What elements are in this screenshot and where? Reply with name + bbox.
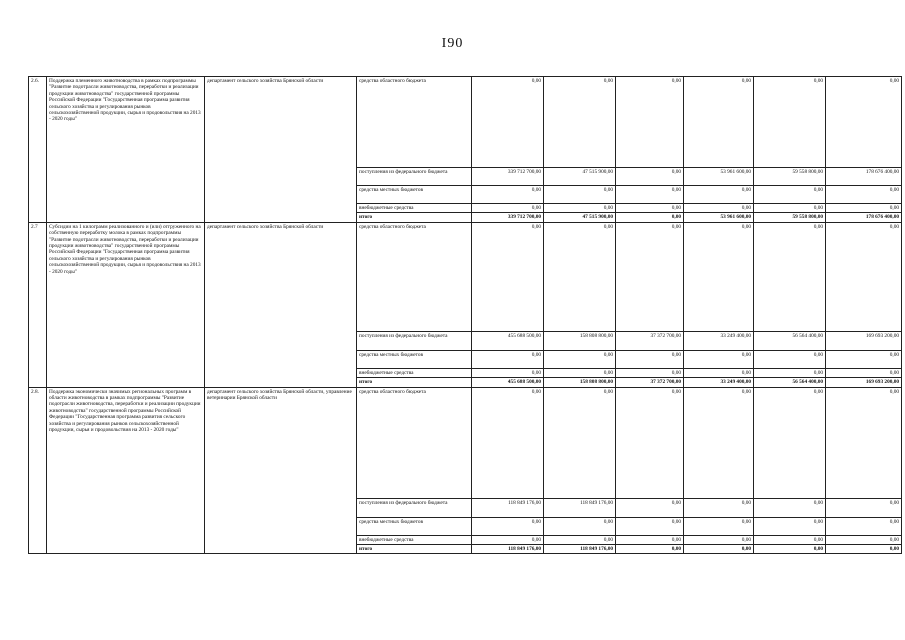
amount-cell: 339 712 700,00 <box>472 213 544 222</box>
funding-source: средства местных бюджетов <box>357 350 472 368</box>
amount-cell: 0,00 <box>544 517 616 535</box>
funding-source: поступления из федерального бюджета <box>357 331 472 350</box>
amount-cell: 158 808 800,00 <box>544 331 616 350</box>
amount-cell: 56 564 400,00 <box>754 331 826 350</box>
amount-cell: 339 712 700,00 <box>472 168 544 186</box>
amount-cell: 0,00 <box>616 168 684 186</box>
amount-cell: 0,00 <box>684 535 754 544</box>
table-body <box>29 77 902 554</box>
amount-cell: 0,00 <box>544 350 616 368</box>
amount-cell: 0,00 <box>826 222 902 331</box>
amount-cell: 0,00 <box>472 387 544 498</box>
amount-cell: 0,00 <box>754 204 826 213</box>
amount-cell: 0,00 <box>684 222 754 331</box>
amount-cell: 0,00 <box>472 222 544 331</box>
measure-description: Поддержка племенного животноводства в рамках подпрограммы "Развитие подотрасли животноводства, переработки и реализации продукции животноводства" государственной программы Российской Федерации "Государственная программа развития сельского хозяйства и регулирования рынков сельскохозяйственной продукции, сырья и продовольствия на 2013 - 2020 годы" <box>47 77 205 223</box>
row-index: 2.7 <box>29 222 47 387</box>
amount-cell: 0,00 <box>684 517 754 535</box>
amount-cell: 455 688 500,00 <box>472 331 544 350</box>
funding-source: средства областного бюджета <box>357 222 472 331</box>
amount-cell: 0,00 <box>472 350 544 368</box>
table-row <box>29 222 902 331</box>
amount-cell: 0,00 <box>616 387 684 498</box>
amount-cell: 0,00 <box>754 77 826 168</box>
amount-cell: 0,00 <box>544 222 616 331</box>
funding-source: итого <box>357 545 472 554</box>
funding-source: итого <box>357 378 472 387</box>
amount-cell: 0,00 <box>472 535 544 544</box>
amount-cell: 0,00 <box>616 545 684 554</box>
amount-cell: 37 372 700,00 <box>616 378 684 387</box>
amount-cell: 118 849 176,00 <box>472 498 544 517</box>
amount-cell: 59 558 800,00 <box>754 168 826 186</box>
amount-cell: 0,00 <box>684 186 754 204</box>
amount-cell: 0,00 <box>616 368 684 377</box>
amount-cell: 0,00 <box>754 186 826 204</box>
amount-cell: 0,00 <box>754 517 826 535</box>
amount-cell: 0,00 <box>754 387 826 498</box>
amount-cell: 0,00 <box>616 350 684 368</box>
amount-cell: 0,00 <box>544 77 616 168</box>
funding-source: средства местных бюджетов <box>357 517 472 535</box>
amount-cell: 0,00 <box>684 387 754 498</box>
amount-cell: 0,00 <box>472 368 544 377</box>
amount-cell: 37 372 700,00 <box>616 331 684 350</box>
amount-cell: 0,00 <box>826 387 902 498</box>
amount-cell: 0,00 <box>684 368 754 377</box>
amount-cell: 0,00 <box>754 535 826 544</box>
funding-source: внебюджетные средства <box>357 535 472 544</box>
amount-cell: 0,00 <box>754 222 826 331</box>
executor: департамент сельского хозяйства Брянской области, управление ветеринарии Брянской области <box>205 387 357 554</box>
row-index: 2.6. <box>29 77 47 223</box>
amount-cell: 0,00 <box>544 186 616 204</box>
amount-cell: 0,00 <box>616 213 684 222</box>
amount-cell: 0,00 <box>684 545 754 554</box>
amount-cell: 118 849 176,00 <box>544 545 616 554</box>
amount-cell: 0,00 <box>754 498 826 517</box>
amount-cell: 0,00 <box>616 498 684 517</box>
measure-description: Субсидии на 1 килограмм реализованного и (или) отгруженного на собственную переработку молока в рамках подпрограммы "Развитие подотрасли животноводства, переработки и реализации продукции животноводства" государственной программы Российской Федерации "Государственная программа развития сельского хозяйства и регулирования рынков сельскохозяйственной продукции, сырья и продовольствия на 2013 - 2020 годы" <box>47 222 205 387</box>
executor: департамент сельского хозяйства Брянской области <box>205 222 357 387</box>
funding-source: поступления из федерального бюджета <box>357 168 472 186</box>
amount-cell: 0,00 <box>754 368 826 377</box>
amount-cell: 59 558 800,00 <box>754 213 826 222</box>
row-index: 2.8. <box>29 387 47 554</box>
amount-cell: 0,00 <box>826 535 902 544</box>
measure-description: Поддержка экономически значимых региональных программ в области животноводства в рамках подпрограммы "Развитие подотрасли животноводства, переработки и реализации продукции животноводства" государственной программы Российской Федерации "Государственная программа развития сельского хозяйства и регулирования рынков сельскохозяйственной продукции, сырья и продовольствия на 2013 - 2020 годы" <box>47 387 205 554</box>
amount-cell: 158 808 800,00 <box>544 378 616 387</box>
amount-cell: 56 564 400,00 <box>754 378 826 387</box>
amount-cell: 0,00 <box>754 350 826 368</box>
funding-source: средства областного бюджета <box>357 77 472 168</box>
amount-cell: 0,00 <box>684 350 754 368</box>
amount-cell: 0,00 <box>684 204 754 213</box>
amount-cell: 0,00 <box>472 517 544 535</box>
amount-cell: 0,00 <box>544 535 616 544</box>
budget-table <box>28 76 902 554</box>
table-row <box>29 77 902 168</box>
amount-cell: 0,00 <box>826 498 902 517</box>
funding-source: средства областного бюджета <box>357 387 472 498</box>
executor: департамент сельского хозяйства Брянской области <box>205 77 357 223</box>
amount-cell: 169 693 200,00 <box>826 331 902 350</box>
amount-cell: 0,00 <box>826 204 902 213</box>
funding-source: средства местных бюджетов <box>357 186 472 204</box>
amount-cell: 0,00 <box>616 535 684 544</box>
amount-cell: 0,00 <box>472 204 544 213</box>
funding-source: поступления из федерального бюджета <box>357 498 472 517</box>
amount-cell: 455 688 500,00 <box>472 378 544 387</box>
amount-cell: 0,00 <box>472 77 544 168</box>
page-number: I90 <box>441 36 464 51</box>
table-row <box>29 387 902 498</box>
funding-source: внебюджетные средства <box>357 204 472 213</box>
amount-cell: 0,00 <box>616 186 684 204</box>
amount-cell: 178 676 400,00 <box>826 213 902 222</box>
amount-cell: 0,00 <box>472 186 544 204</box>
amount-cell: 0,00 <box>544 387 616 498</box>
amount-cell: 0,00 <box>826 77 902 168</box>
funding-source: итого <box>357 213 472 222</box>
amount-cell: 0,00 <box>826 517 902 535</box>
amount-cell: 0,00 <box>826 545 902 554</box>
amount-cell: 33 249 400,00 <box>684 378 754 387</box>
amount-cell: 53 961 600,00 <box>684 213 754 222</box>
amount-cell: 53 961 600,00 <box>684 168 754 186</box>
amount-cell: 33 249 400,00 <box>684 331 754 350</box>
amount-cell: 0,00 <box>616 77 684 168</box>
amount-cell: 0,00 <box>616 204 684 213</box>
amount-cell: 0,00 <box>544 368 616 377</box>
amount-cell: 0,00 <box>754 545 826 554</box>
amount-cell: 169 693 200,00 <box>826 378 902 387</box>
amount-cell: 47 515 900,00 <box>544 213 616 222</box>
amount-cell: 0,00 <box>616 222 684 331</box>
amount-cell: 0,00 <box>684 77 754 168</box>
amount-cell: 0,00 <box>826 368 902 377</box>
amount-cell: 0,00 <box>826 350 902 368</box>
amount-cell: 0,00 <box>544 204 616 213</box>
amount-cell: 0,00 <box>684 498 754 517</box>
amount-cell: 47 515 900,00 <box>544 168 616 186</box>
amount-cell: 0,00 <box>826 186 902 204</box>
amount-cell: 118 849 176,00 <box>472 545 544 554</box>
amount-cell: 178 676 400,00 <box>826 168 902 186</box>
funding-source: внебюджетные средства <box>357 368 472 377</box>
amount-cell: 0,00 <box>616 517 684 535</box>
amount-cell: 118 849 176,00 <box>544 498 616 517</box>
